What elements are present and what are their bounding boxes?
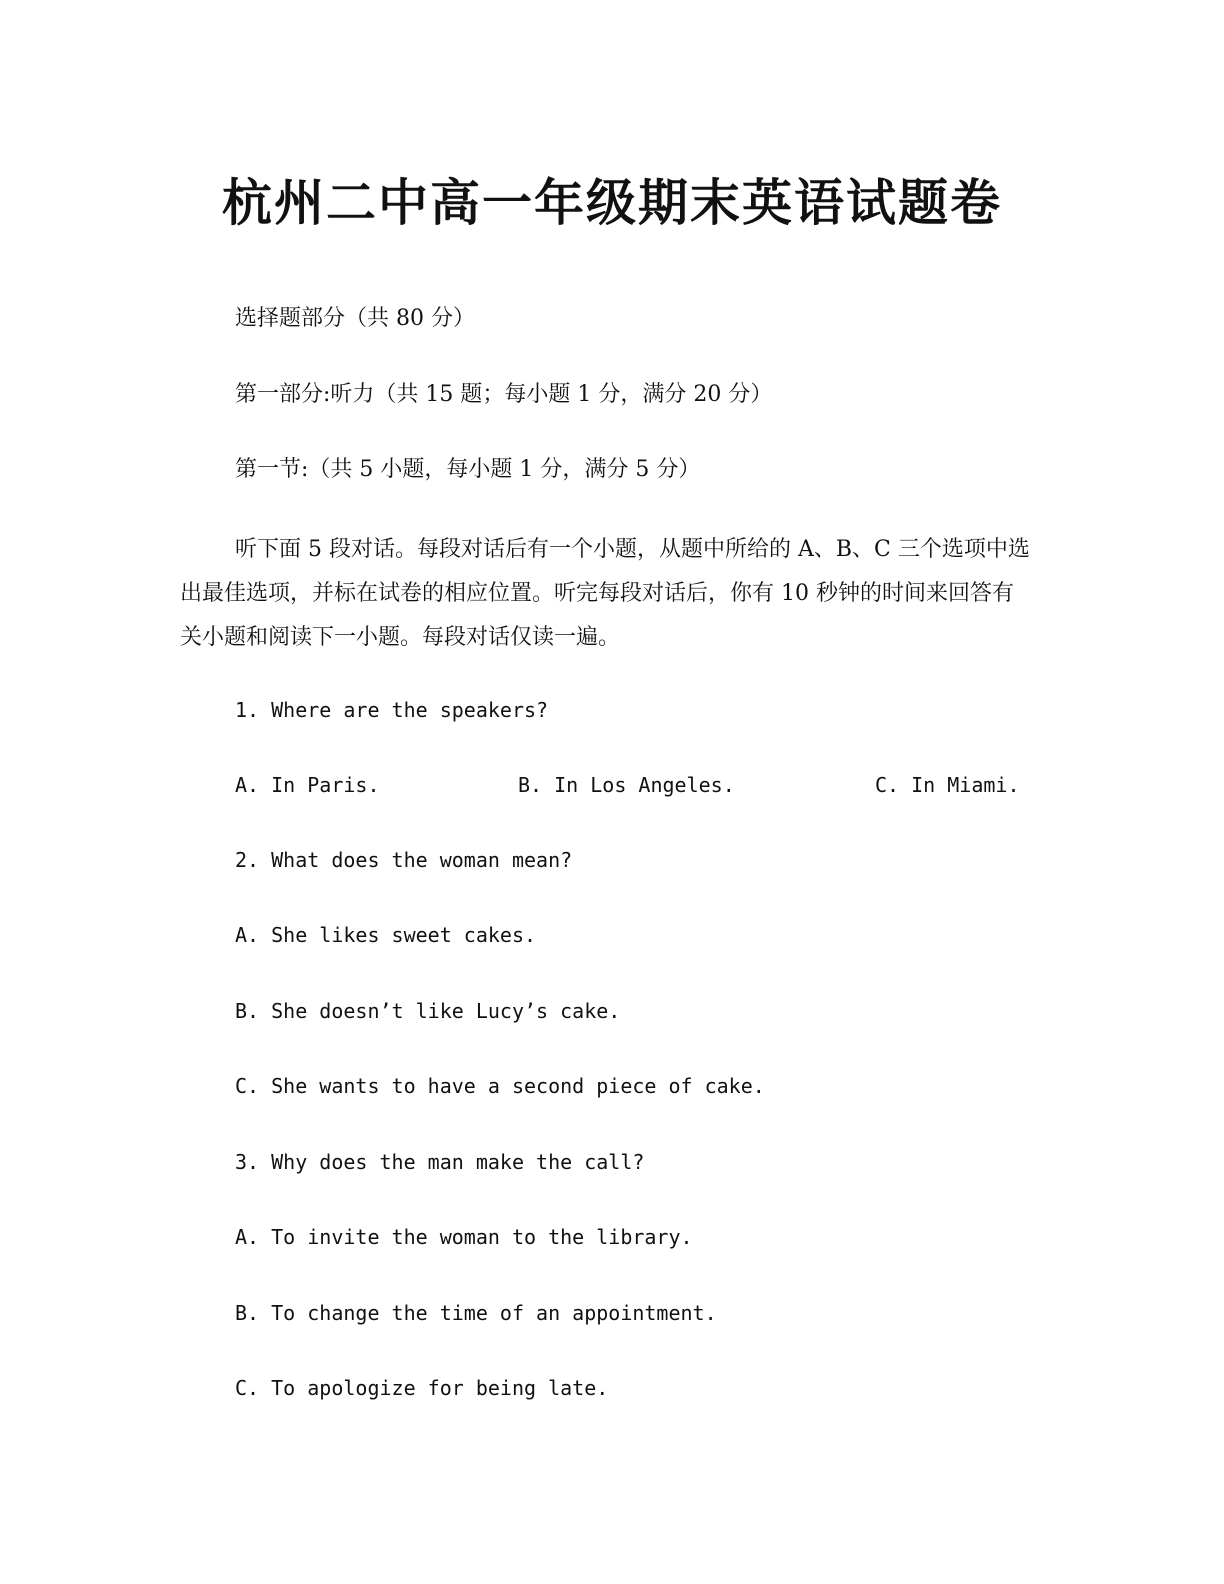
question-2-option-c: C. She wants to have a second piece of cake. [235,1074,765,1098]
question-1-option-a: A. In Paris. [235,773,380,797]
question-3-stem: 3. Why does the man make the call? [235,1150,645,1174]
question-2-option-b: B. She doesn’t like Lucy’s cake. [235,999,621,1023]
section-header: 选择题部分（共 80 分） [235,306,475,331]
question-1-option-c: C. In Miami. [875,773,1020,797]
subsection-header: 第一节:（共 5 小题，每小题 1 分，满分 5 分） [235,457,701,482]
question-2-option-a: A. She likes sweet cakes. [235,923,537,947]
question-1-stem: 1. Where are the speakers? [235,698,549,722]
instructions-paragraph: 听下面 5 段对话。每段对话后有一个小题，从题中所给的 A、B、C 三个选项中选出最佳选项，并标在试卷的相应位置。听完每段对话后，你有 10 秒钟的时间来回答有关小题和阅读下一小题。每段对话仅读一遍。 [180,537,1030,650]
question-1-option-b: B. In Los Angeles. [518,773,735,797]
question-3-option-b: B. To change the time of an appointment. [235,1301,717,1325]
page-title: 杭州二中高一年级期末英语试题卷 [222,173,1002,232]
question-2-stem: 2. What does the woman mean? [235,848,573,872]
question-3-option-c: C. To apologize for being late. [235,1376,609,1400]
part-header: 第一部分:听力（共 15 题；每小题 1 分，满分 20 分） [235,382,773,407]
question-3-option-a: A. To invite the woman to the library. [235,1225,693,1249]
